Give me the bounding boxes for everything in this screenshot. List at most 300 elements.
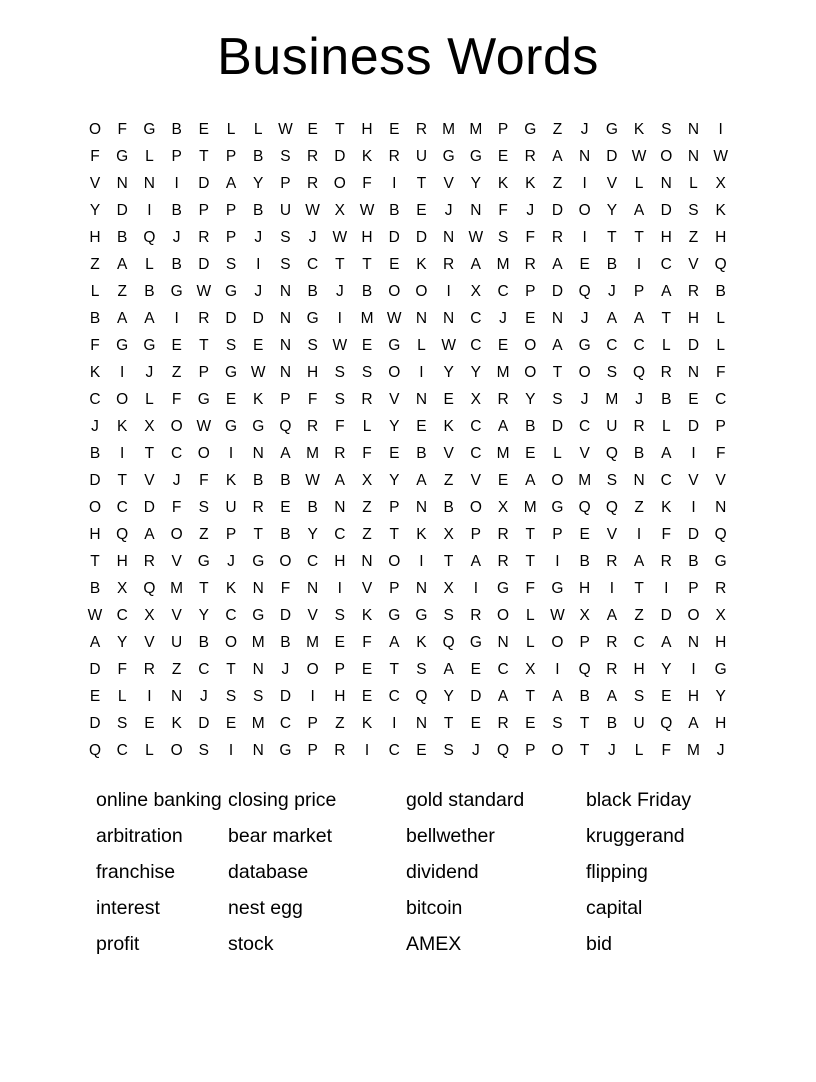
grid-letter: V bbox=[171, 553, 182, 571]
grid-letter: X bbox=[470, 391, 482, 409]
grid-letter: V bbox=[307, 607, 318, 625]
grid-letter: J bbox=[607, 283, 616, 301]
grid-letter: M bbox=[360, 310, 374, 328]
grid-row bbox=[84, 143, 732, 170]
grid-letter: R bbox=[551, 229, 564, 247]
grid-letter: I bbox=[174, 175, 179, 193]
grid-row bbox=[84, 683, 732, 710]
grid-letter: A bbox=[89, 634, 101, 652]
grid-letter: J bbox=[607, 742, 616, 760]
grid-letter: T bbox=[443, 553, 454, 571]
grid-letter: J bbox=[580, 121, 589, 139]
grid-letter: F bbox=[171, 391, 182, 409]
grid-letter: V bbox=[171, 607, 182, 625]
grid-letter: Z bbox=[634, 499, 644, 517]
grid-letter: B bbox=[253, 472, 264, 490]
grid-letter: S bbox=[552, 391, 563, 409]
grid-letter: V bbox=[443, 175, 454, 193]
grid-letter: J bbox=[91, 418, 99, 436]
grid-letter: I bbox=[228, 742, 234, 760]
grid-row bbox=[84, 197, 732, 224]
grid-letter: A bbox=[633, 202, 645, 220]
grid-letter: I bbox=[636, 526, 642, 544]
grid-letter: E bbox=[579, 526, 590, 544]
grid-row bbox=[84, 224, 732, 251]
grid-letter: S bbox=[661, 121, 672, 139]
grid-letter: I bbox=[228, 445, 234, 463]
grid-letter: G bbox=[197, 391, 210, 409]
grid-letter: E bbox=[198, 121, 209, 139]
grid-letter: P bbox=[225, 202, 237, 220]
grid-letter: L bbox=[362, 418, 372, 436]
grid-letter: M bbox=[523, 499, 537, 517]
grid-letter: J bbox=[145, 364, 154, 382]
word-list-item: flipping bbox=[586, 861, 648, 884]
grid-letter: L bbox=[417, 337, 426, 355]
grid-letter: T bbox=[525, 526, 535, 544]
grid-letter: H bbox=[633, 661, 645, 679]
grid-letter: D bbox=[551, 283, 564, 301]
grid-letter: P bbox=[198, 202, 209, 220]
grid-letter: P bbox=[198, 364, 209, 382]
grid-letter: T bbox=[525, 553, 535, 571]
grid-letter: C bbox=[715, 391, 727, 409]
grid-letter: Y bbox=[661, 661, 672, 679]
grid-letter: J bbox=[580, 310, 589, 328]
grid-row bbox=[84, 656, 732, 683]
grid-letter: I bbox=[691, 445, 696, 463]
grid-letter: W bbox=[359, 202, 375, 220]
grid-letter: T bbox=[226, 661, 236, 679]
grid-row bbox=[84, 710, 732, 737]
grid-letter: O bbox=[388, 364, 401, 382]
grid-letter: B bbox=[171, 121, 182, 139]
grid-letter: E bbox=[225, 715, 237, 733]
grid-letter: E bbox=[416, 202, 427, 220]
grid-letter: C bbox=[307, 553, 319, 571]
grid-letter: S bbox=[606, 472, 618, 490]
grid-letter: L bbox=[661, 337, 671, 355]
grid-letter: O bbox=[524, 337, 537, 355]
grid-letter: H bbox=[307, 364, 319, 382]
grid-letter: I bbox=[473, 580, 478, 598]
grid-letter: V bbox=[606, 175, 618, 193]
grid-letter: T bbox=[362, 256, 372, 274]
grid-letter: S bbox=[443, 742, 454, 760]
grid-letter: A bbox=[661, 283, 672, 301]
grid-letter: O bbox=[578, 202, 591, 220]
grid-letter: L bbox=[661, 418, 671, 436]
grid-letter: B bbox=[171, 256, 182, 274]
grid-letter: F bbox=[661, 742, 671, 760]
grid-letter: I bbox=[120, 445, 125, 463]
grid-letter: T bbox=[335, 121, 345, 139]
grid-letter: M bbox=[496, 256, 510, 274]
grid-letter: Z bbox=[443, 472, 454, 490]
word-list-item: bid bbox=[586, 933, 613, 956]
grid-letter: Y bbox=[198, 607, 209, 625]
grid-letter: W bbox=[305, 202, 320, 220]
grid-row bbox=[84, 440, 732, 467]
grid-letter: Y bbox=[389, 472, 400, 490]
grid-letter: D bbox=[470, 688, 482, 706]
grid-letter: K bbox=[416, 526, 427, 544]
grid-letter: Z bbox=[335, 715, 345, 733]
grid-letter: L bbox=[90, 283, 100, 301]
grid-letter: G bbox=[605, 121, 618, 139]
grid-letter: Z bbox=[634, 607, 644, 625]
grid-letter: U bbox=[633, 715, 645, 733]
grid-letter: O bbox=[415, 283, 428, 301]
grid-letter: A bbox=[552, 337, 563, 355]
grid-letter: D bbox=[89, 661, 101, 679]
word-list-item: black Friday bbox=[586, 789, 692, 812]
grid-letter: G bbox=[279, 742, 292, 760]
grid-letter: N bbox=[687, 364, 700, 382]
grid-letter: F bbox=[715, 445, 726, 463]
grid-letter: K bbox=[361, 148, 373, 166]
grid-letter: K bbox=[715, 202, 726, 220]
grid-letter: I bbox=[555, 553, 560, 571]
grid-letter: R bbox=[143, 553, 155, 571]
word-list-item: gold standard bbox=[406, 789, 525, 812]
grid-letter: E bbox=[89, 688, 101, 706]
grid-letter: S bbox=[198, 499, 209, 517]
grid-letter: A bbox=[525, 472, 536, 490]
grid-letter: S bbox=[225, 688, 237, 706]
grid-letter: S bbox=[443, 607, 454, 625]
grid-letter: R bbox=[497, 715, 509, 733]
grid-letter: Q bbox=[415, 688, 428, 706]
grid-letter: V bbox=[144, 472, 155, 490]
grid-letter: Z bbox=[171, 364, 182, 382]
grid-letter: T bbox=[144, 445, 155, 463]
grid-letter: E bbox=[361, 337, 373, 355]
grid-letter: A bbox=[688, 715, 699, 733]
grid-letter: V bbox=[470, 472, 482, 490]
grid-letter: C bbox=[470, 445, 482, 463]
grid-letter: R bbox=[307, 418, 319, 436]
grid-letter: S bbox=[334, 607, 345, 625]
grid-letter: H bbox=[687, 688, 700, 706]
grid-row bbox=[84, 602, 732, 629]
grid-letter: K bbox=[171, 715, 182, 733]
grid-letter: K bbox=[416, 256, 427, 274]
grid-letter: G bbox=[252, 418, 265, 436]
grid-letter: W bbox=[305, 472, 320, 490]
grid-letter: Y bbox=[307, 526, 318, 544]
grid-letter: B bbox=[579, 688, 590, 706]
grid-letter: Z bbox=[688, 229, 699, 247]
grid-letter: L bbox=[226, 121, 236, 139]
grid-letter: Q bbox=[116, 526, 129, 544]
grid-letter: I bbox=[147, 202, 152, 220]
grid-letter: D bbox=[415, 229, 428, 247]
grid-row bbox=[84, 548, 732, 575]
grid-letter: Y bbox=[443, 688, 454, 706]
grid-letter: K bbox=[416, 634, 427, 652]
grid-letter: B bbox=[144, 283, 155, 301]
grid-letter: F bbox=[280, 580, 291, 598]
grid-letter: N bbox=[116, 175, 128, 193]
grid-letter: C bbox=[388, 688, 400, 706]
grid-letter: Q bbox=[605, 445, 618, 463]
grid-letter: C bbox=[470, 310, 482, 328]
grid-letter: H bbox=[579, 580, 591, 598]
grid-letter: M bbox=[687, 742, 700, 760]
grid-letter: C bbox=[334, 526, 346, 544]
grid-letter: A bbox=[470, 553, 482, 571]
grid-letter: E bbox=[389, 121, 400, 139]
grid-letter: Y bbox=[117, 634, 128, 652]
grid-letter: T bbox=[199, 580, 209, 598]
grid-letter: P bbox=[497, 121, 509, 139]
grid-letter: W bbox=[631, 148, 647, 166]
grid-letter: G bbox=[388, 607, 401, 625]
grid-letter: M bbox=[496, 364, 510, 382]
grid-letter: W bbox=[332, 337, 348, 355]
grid-letter: G bbox=[116, 148, 129, 166]
grid-letter: X bbox=[470, 283, 482, 301]
grid-letter: G bbox=[442, 148, 455, 166]
grid-letter: B bbox=[307, 283, 318, 301]
grid-letter: H bbox=[361, 229, 373, 247]
grid-letter: J bbox=[227, 553, 235, 571]
grid-letter: V bbox=[361, 580, 373, 598]
grid-letter: D bbox=[660, 202, 672, 220]
grid-letter: Z bbox=[362, 526, 372, 544]
grid-letter: M bbox=[496, 445, 510, 463]
grid-letter: I bbox=[147, 688, 152, 706]
word-list-item: online banking bbox=[96, 789, 222, 812]
grid-letter: Z bbox=[90, 256, 100, 274]
grid-letter: K bbox=[225, 472, 237, 490]
grid-letter: L bbox=[253, 121, 263, 139]
grid-letter: X bbox=[579, 607, 590, 625]
grid-letter: E bbox=[361, 688, 373, 706]
grid-letter: P bbox=[688, 580, 699, 598]
grid-letter: N bbox=[171, 688, 183, 706]
grid-letter: Y bbox=[389, 418, 400, 436]
word-list-column bbox=[586, 782, 766, 962]
grid-letter: Y bbox=[715, 688, 726, 706]
grid-letter: O bbox=[170, 526, 183, 544]
grid-letter: R bbox=[633, 418, 645, 436]
word-search-grid bbox=[84, 116, 732, 764]
grid-letter: Q bbox=[497, 742, 510, 760]
grid-letter: E bbox=[497, 337, 509, 355]
grid-letter: I bbox=[555, 661, 560, 679]
grid-letter: F bbox=[715, 364, 726, 382]
grid-letter: C bbox=[116, 499, 128, 517]
grid-letter: N bbox=[633, 472, 645, 490]
grid-letter: R bbox=[524, 148, 536, 166]
grid-letter: M bbox=[306, 634, 320, 652]
grid-letter: W bbox=[441, 337, 456, 355]
grid-letter: R bbox=[198, 229, 210, 247]
grid-letter: Q bbox=[605, 499, 618, 517]
grid-letter: R bbox=[497, 526, 509, 544]
grid-letter: I bbox=[120, 364, 125, 382]
word-list-item: closing price bbox=[228, 789, 337, 812]
grid-letter: L bbox=[145, 256, 154, 274]
grid-letter: T bbox=[552, 364, 563, 382]
grid-letter: G bbox=[143, 337, 156, 355]
grid-letter: P bbox=[225, 229, 237, 247]
grid-letter: E bbox=[171, 337, 182, 355]
grid-letter: P bbox=[715, 418, 726, 436]
grid-letter: N bbox=[361, 553, 373, 571]
grid-letter: S bbox=[606, 364, 618, 382]
grid-letter: C bbox=[279, 715, 292, 733]
grid-letter: I bbox=[446, 283, 451, 301]
grid-letter: Q bbox=[578, 283, 591, 301]
grid-letter: T bbox=[634, 229, 644, 247]
grid-letter: T bbox=[389, 661, 399, 679]
grid-letter: B bbox=[606, 256, 618, 274]
grid-letter: B bbox=[606, 715, 618, 733]
grid-letter: T bbox=[634, 580, 644, 598]
grid-letter: T bbox=[607, 229, 617, 247]
grid-letter: E bbox=[416, 418, 427, 436]
grid-row bbox=[84, 575, 732, 602]
word-list-item: kruggerand bbox=[586, 825, 685, 848]
grid-letter: R bbox=[143, 661, 155, 679]
grid-letter: I bbox=[256, 256, 261, 274]
grid-letter: S bbox=[361, 364, 373, 382]
grid-letter: I bbox=[582, 229, 587, 247]
grid-letter: N bbox=[687, 121, 700, 139]
grid-letter: O bbox=[88, 121, 102, 139]
grid-letter: W bbox=[250, 364, 266, 382]
grid-letter: A bbox=[389, 634, 400, 652]
grid-letter: H bbox=[116, 553, 128, 571]
grid-letter: E bbox=[525, 310, 536, 328]
grid-letter: G bbox=[524, 121, 537, 139]
grid-letter: S bbox=[307, 337, 318, 355]
grid-letter: O bbox=[551, 742, 564, 760]
grid-letter: C bbox=[633, 634, 645, 652]
grid-letter: Q bbox=[578, 661, 591, 679]
grid-letter: N bbox=[143, 175, 155, 193]
grid-letter: P bbox=[171, 148, 182, 166]
grid-letter: N bbox=[415, 391, 428, 409]
grid-letter: E bbox=[470, 661, 482, 679]
grid-letter: N bbox=[660, 175, 672, 193]
grid-letter: J bbox=[471, 742, 480, 760]
word-list-item: nest egg bbox=[228, 897, 303, 920]
grid-letter: C bbox=[660, 256, 672, 274]
grid-letter: T bbox=[199, 148, 209, 166]
grid-letter: C bbox=[116, 607, 128, 625]
grid-letter: G bbox=[252, 607, 265, 625]
word-list-item: arbitration bbox=[96, 825, 183, 848]
grid-letter: R bbox=[415, 121, 428, 139]
grid-letter: R bbox=[497, 391, 509, 409]
grid-letter: M bbox=[469, 121, 483, 139]
grid-letter: Z bbox=[117, 283, 127, 301]
grid-letter: A bbox=[633, 310, 645, 328]
grid-letter: F bbox=[90, 148, 100, 166]
grid-letter: I bbox=[310, 688, 315, 706]
grid-letter: Z bbox=[199, 526, 209, 544]
grid-letter: R bbox=[470, 607, 482, 625]
grid-letter: K bbox=[253, 391, 264, 409]
grid-letter: I bbox=[636, 256, 642, 274]
grid-letter: M bbox=[605, 391, 619, 409]
grid-letter: B bbox=[525, 418, 536, 436]
grid-letter: S bbox=[334, 391, 345, 409]
word-list-column bbox=[406, 782, 586, 962]
grid-letter: O bbox=[116, 391, 129, 409]
grid-letter: I bbox=[419, 364, 424, 382]
grid-letter: Q bbox=[660, 715, 673, 733]
grid-letter: J bbox=[499, 310, 507, 328]
grid-letter: F bbox=[335, 418, 345, 436]
grid-letter: L bbox=[117, 688, 127, 706]
grid-letter: E bbox=[280, 499, 291, 517]
grid-letter: D bbox=[687, 526, 700, 544]
grid-letter: T bbox=[90, 553, 100, 571]
grid-letter: L bbox=[716, 337, 725, 355]
grid-letter: T bbox=[335, 256, 345, 274]
grid-letter: K bbox=[225, 580, 237, 598]
grid-letter: N bbox=[579, 148, 591, 166]
grid-letter: G bbox=[714, 553, 727, 571]
grid-letter: H bbox=[361, 121, 373, 139]
grid-letter: S bbox=[280, 256, 291, 274]
grid-letter: B bbox=[89, 445, 101, 463]
grid-letter: P bbox=[307, 715, 318, 733]
grid-letter: W bbox=[196, 283, 212, 301]
grid-letter: B bbox=[688, 553, 699, 571]
grid-letter: F bbox=[362, 445, 372, 463]
grid-letter: C bbox=[497, 283, 509, 301]
grid-letter: D bbox=[198, 256, 210, 274]
grid-letter: B bbox=[416, 445, 427, 463]
grid-letter: W bbox=[468, 229, 484, 247]
grid-letter: L bbox=[145, 742, 154, 760]
grid-letter: N bbox=[470, 202, 482, 220]
grid-letter: K bbox=[117, 418, 128, 436]
grid-letter: U bbox=[606, 418, 618, 436]
grid-letter: N bbox=[252, 742, 264, 760]
grid-row bbox=[84, 305, 732, 332]
grid-row bbox=[84, 521, 732, 548]
grid-letter: C bbox=[470, 418, 482, 436]
grid-letter: Q bbox=[714, 256, 727, 274]
grid-letter: K bbox=[89, 364, 101, 382]
grid-letter: N bbox=[252, 580, 264, 598]
grid-row bbox=[84, 170, 732, 197]
grid-letter: Y bbox=[525, 391, 536, 409]
grid-letter: N bbox=[551, 310, 564, 328]
grid-letter: C bbox=[307, 256, 319, 274]
grid-letter: B bbox=[579, 553, 590, 571]
grid-letter: C bbox=[89, 391, 101, 409]
grid-letter: G bbox=[143, 121, 156, 139]
grid-letter: J bbox=[172, 472, 181, 490]
grid-letter: Q bbox=[88, 742, 102, 760]
grid-letter: B bbox=[89, 310, 101, 328]
grid-letter: X bbox=[334, 202, 345, 220]
grid-letter: B bbox=[389, 202, 400, 220]
grid-letter: L bbox=[525, 634, 535, 652]
grid-letter: G bbox=[224, 283, 238, 301]
grid-letter: J bbox=[199, 688, 208, 706]
grid-letter: F bbox=[117, 121, 127, 139]
grid-letter: I bbox=[609, 580, 615, 598]
